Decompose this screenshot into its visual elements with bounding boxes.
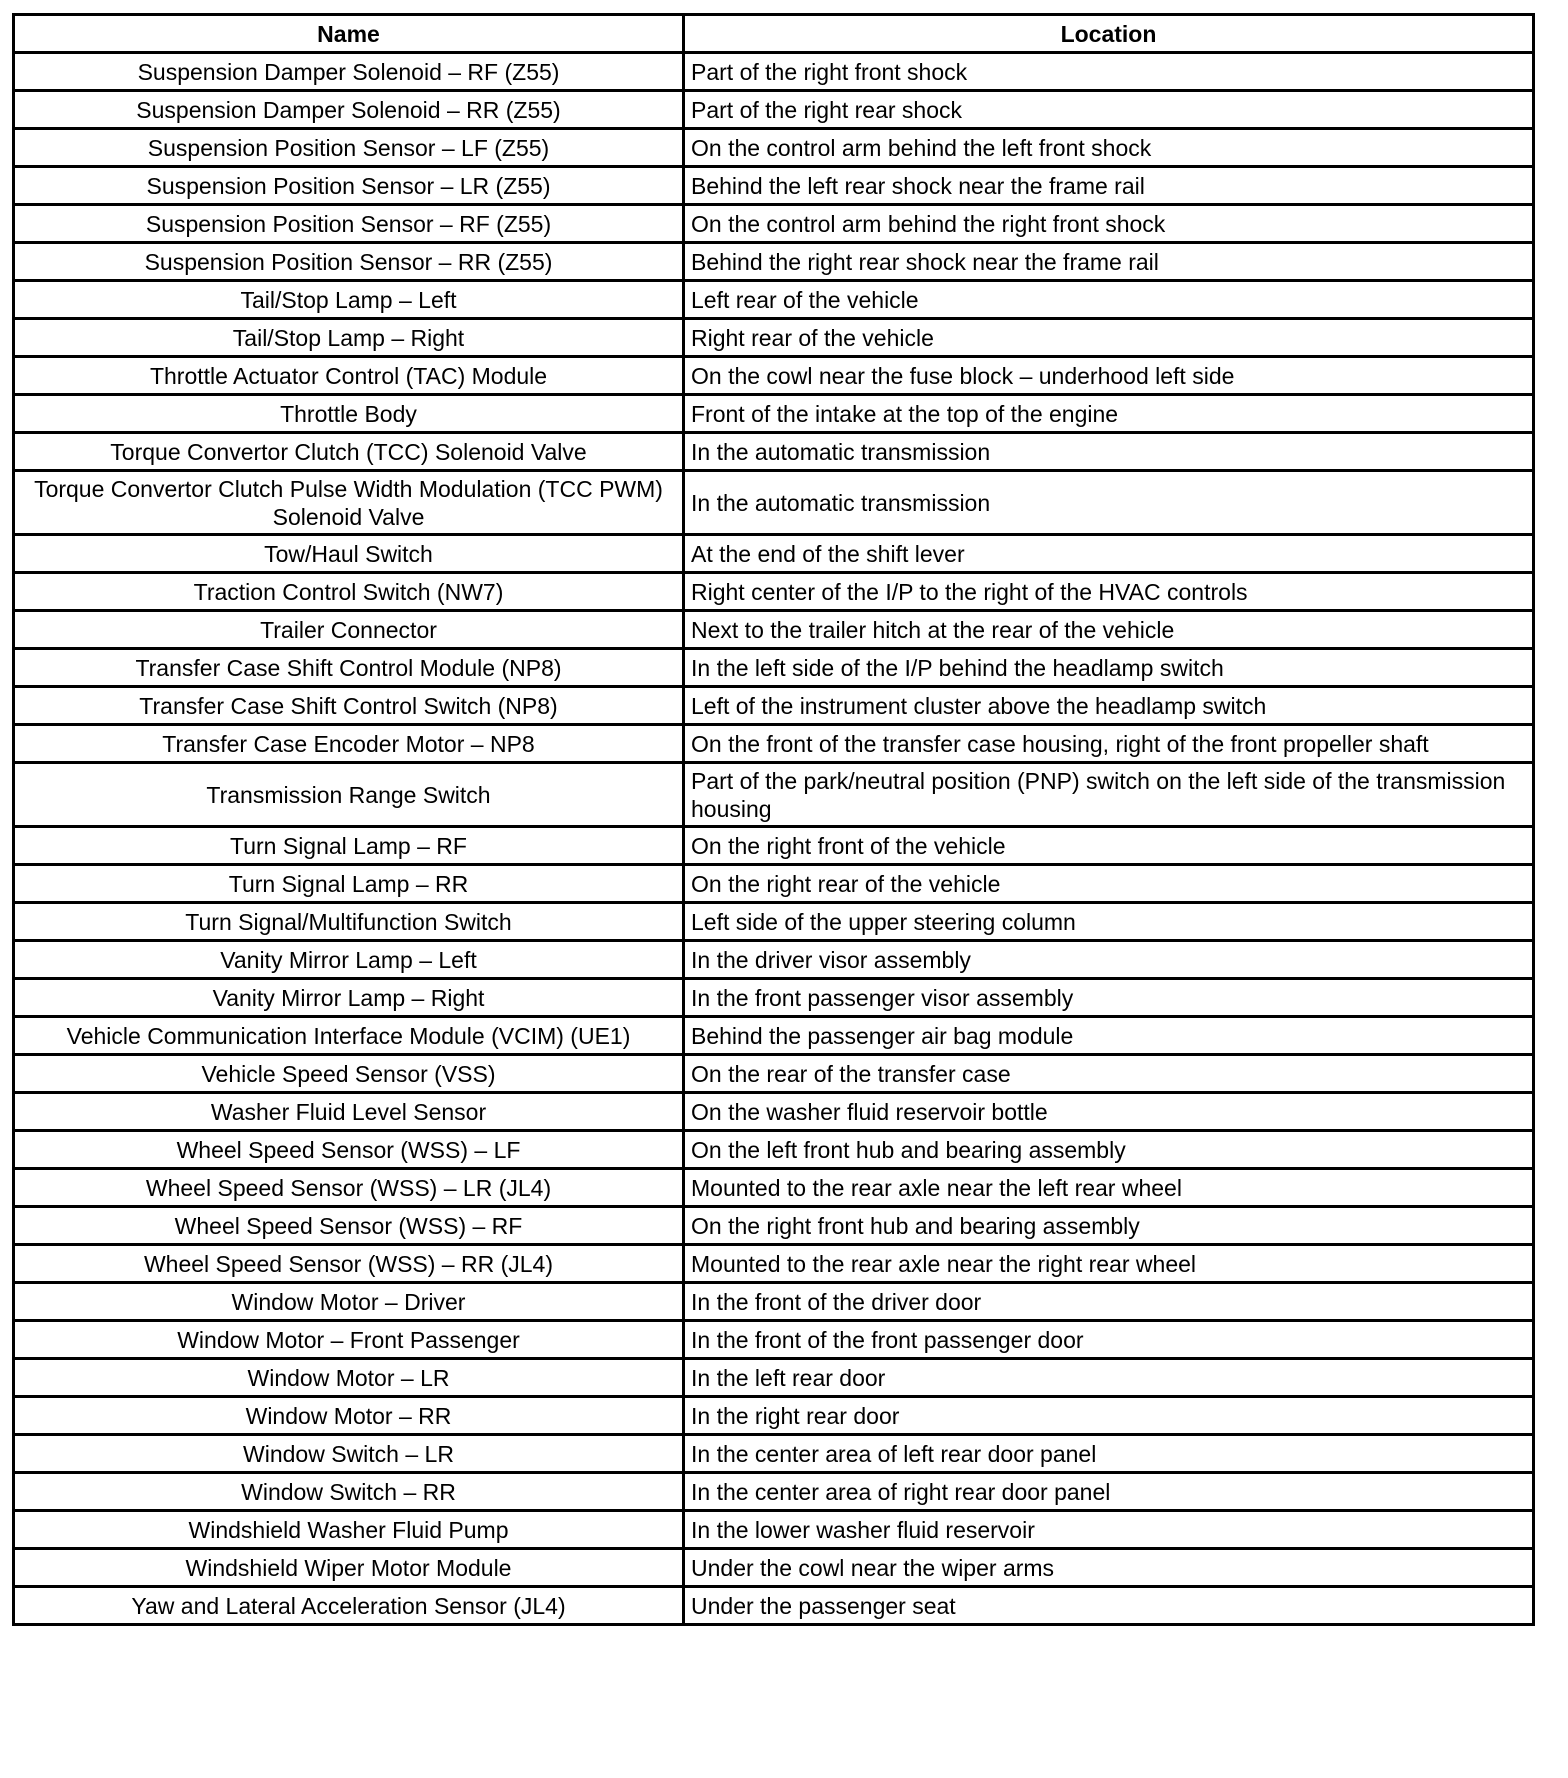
component-name-cell: Turn Signal Lamp – RF [14,827,684,865]
component-location-cell: On the washer fluid reservoir bottle [684,1093,1534,1131]
component-location-cell: Part of the right rear shock [684,91,1534,129]
component-name-cell: Wheel Speed Sensor (WSS) – RR (JL4) [14,1245,684,1283]
component-name-cell: Window Motor – Driver [14,1283,684,1321]
component-location-cell: Part of the right front shock [684,53,1534,91]
component-location-cell: Behind the right rear shock near the frame rail [684,243,1534,281]
component-name-cell: Window Motor – LR [14,1359,684,1397]
component-location-cell: On the right front hub and bearing assembly [684,1207,1534,1245]
header-location: Location [684,15,1534,53]
table-row [14,865,1534,903]
component-location-cell: In the left side of the I/P behind the headlamp switch [684,649,1534,687]
component-name-cell: Transmission Range Switch [14,763,684,827]
component-name-cell: Vanity Mirror Lamp – Right [14,979,684,1017]
component-location-cell: On the front of the transfer case housing, right of the front propeller shaft [684,725,1534,763]
table-row [14,281,1534,319]
component-location-cell: In the front passenger visor assembly [684,979,1534,1017]
component-name-cell: Tow/Haul Switch [14,535,684,573]
component-name-cell: Windshield Wiper Motor Module [14,1549,684,1587]
component-location-cell: Right center of the I/P to the right of the HVAC controls [684,573,1534,611]
component-location-cell: Left of the instrument cluster above the headlamp switch [684,687,1534,725]
table-row [14,1359,1534,1397]
component-location-cell: In the automatic transmission [684,433,1534,471]
component-name-cell: Suspension Damper Solenoid – RF (Z55) [14,53,684,91]
table-row [14,1587,1534,1625]
component-location-cell: On the right rear of the vehicle [684,865,1534,903]
table-row [14,1093,1534,1131]
component-name-cell: Wheel Speed Sensor (WSS) – RF [14,1207,684,1245]
component-location-cell: In the driver visor assembly [684,941,1534,979]
table-row [14,395,1534,433]
component-location-cell: Left side of the upper steering column [684,903,1534,941]
component-name-cell: Window Switch – RR [14,1473,684,1511]
table-row [14,1549,1534,1587]
component-location-cell: Right rear of the vehicle [684,319,1534,357]
component-location-table-container [12,13,1532,1626]
table-row [14,1435,1534,1473]
table-header-row [14,15,1534,53]
component-name-cell: Vehicle Speed Sensor (VSS) [14,1055,684,1093]
component-location-cell: Mounted to the rear axle near the left rear wheel [684,1169,1534,1207]
component-name-cell: Tail/Stop Lamp – Left [14,281,684,319]
component-location-cell: Next to the trailer hitch at the rear of the vehicle [684,611,1534,649]
table-row [14,903,1534,941]
table-row [14,1321,1534,1359]
table-row [14,573,1534,611]
component-name-cell: Wheel Speed Sensor (WSS) – LR (JL4) [14,1169,684,1207]
component-name-cell: Torque Convertor Clutch (TCC) Solenoid Valve [14,433,684,471]
component-name-cell: Vehicle Communication Interface Module (VCIM) (UE1) [14,1017,684,1055]
component-name-cell: Traction Control Switch (NW7) [14,573,684,611]
component-name-cell: Suspension Damper Solenoid – RR (Z55) [14,91,684,129]
table-row [14,243,1534,281]
component-name-cell: Transfer Case Shift Control Module (NP8) [14,649,684,687]
component-name-cell: Suspension Position Sensor – LF (Z55) [14,129,684,167]
component-location-cell: In the center area of right rear door panel [684,1473,1534,1511]
component-name-cell: Throttle Actuator Control (TAC) Module [14,357,684,395]
component-name-cell: Transfer Case Encoder Motor – NP8 [14,725,684,763]
table-row [14,649,1534,687]
component-location-cell: On the rear of the transfer case [684,1055,1534,1093]
table-row [14,725,1534,763]
table-row [14,611,1534,649]
table-row [14,1055,1534,1093]
component-name-cell: Torque Convertor Clutch Pulse Width Modulation (TCC PWM) Solenoid Valve [14,471,684,535]
header-name: Name [14,15,684,53]
table-row [14,205,1534,243]
component-name-cell: Suspension Position Sensor – LR (Z55) [14,167,684,205]
component-location-cell: On the left front hub and bearing assembly [684,1131,1534,1169]
component-name-cell: Turn Signal/Multifunction Switch [14,903,684,941]
table-row [14,357,1534,395]
table-row [14,53,1534,91]
component-location-cell: On the control arm behind the right front shock [684,205,1534,243]
table-row [14,1245,1534,1283]
component-name-cell: Trailer Connector [14,611,684,649]
component-name-cell: Yaw and Lateral Acceleration Sensor (JL4) [14,1587,684,1625]
table-row [14,1397,1534,1435]
table-row [14,979,1534,1017]
component-location-cell: At the end of the shift lever [684,535,1534,573]
component-name-cell: Vanity Mirror Lamp – Left [14,941,684,979]
component-location-cell: In the right rear door [684,1397,1534,1435]
table-row [14,1131,1534,1169]
table-body [14,53,1534,1625]
table-row [14,1207,1534,1245]
component-name-cell: Windshield Washer Fluid Pump [14,1511,684,1549]
component-name-cell: Throttle Body [14,395,684,433]
component-location-cell: In the front of the front passenger door [684,1321,1534,1359]
component-location-cell: In the left rear door [684,1359,1534,1397]
table-row [14,763,1534,827]
component-location-cell: On the right front of the vehicle [684,827,1534,865]
component-name-cell: Turn Signal Lamp – RR [14,865,684,903]
table-row [14,1473,1534,1511]
component-location-cell: In the lower washer fluid reservoir [684,1511,1534,1549]
component-location-cell: On the control arm behind the left front shock [684,129,1534,167]
component-name-cell: Window Switch – LR [14,1435,684,1473]
component-name-cell: Tail/Stop Lamp – Right [14,319,684,357]
component-location-cell: Under the cowl near the wiper arms [684,1549,1534,1587]
component-location-cell: In the front of the driver door [684,1283,1534,1321]
component-name-cell: Window Motor – Front Passenger [14,1321,684,1359]
table-row [14,535,1534,573]
component-location-cell: Left rear of the vehicle [684,281,1534,319]
table-row [14,471,1534,535]
component-location-cell: Mounted to the rear axle near the right rear wheel [684,1245,1534,1283]
component-location-cell: In the center area of left rear door panel [684,1435,1534,1473]
component-location-cell: On the cowl near the fuse block – underhood left side [684,357,1534,395]
component-name-cell: Transfer Case Shift Control Switch (NP8) [14,687,684,725]
table-row [14,167,1534,205]
table-row [14,827,1534,865]
component-name-cell: Window Motor – RR [14,1397,684,1435]
table-row [14,687,1534,725]
component-location-cell: Part of the park/neutral position (PNP) switch on the left side of the transmission housing [684,763,1534,827]
table-row [14,319,1534,357]
component-name-cell: Wheel Speed Sensor (WSS) – LF [14,1131,684,1169]
component-location-cell: In the automatic transmission [684,471,1534,535]
table-row [14,1169,1534,1207]
component-name-cell: Suspension Position Sensor – RF (Z55) [14,205,684,243]
component-location-cell: Front of the intake at the top of the engine [684,395,1534,433]
table-row [14,1511,1534,1549]
table-row [14,941,1534,979]
component-location-cell: Behind the left rear shock near the frame rail [684,167,1534,205]
table-row [14,129,1534,167]
table-row [14,1283,1534,1321]
table-row [14,91,1534,129]
table-row [14,1017,1534,1055]
component-name-cell: Washer Fluid Level Sensor [14,1093,684,1131]
component-location-cell: Under the passenger seat [684,1587,1534,1625]
component-name-cell: Suspension Position Sensor – RR (Z55) [14,243,684,281]
component-location-table [12,13,1535,1626]
component-location-cell: Behind the passenger air bag module [684,1017,1534,1055]
table-row [14,433,1534,471]
